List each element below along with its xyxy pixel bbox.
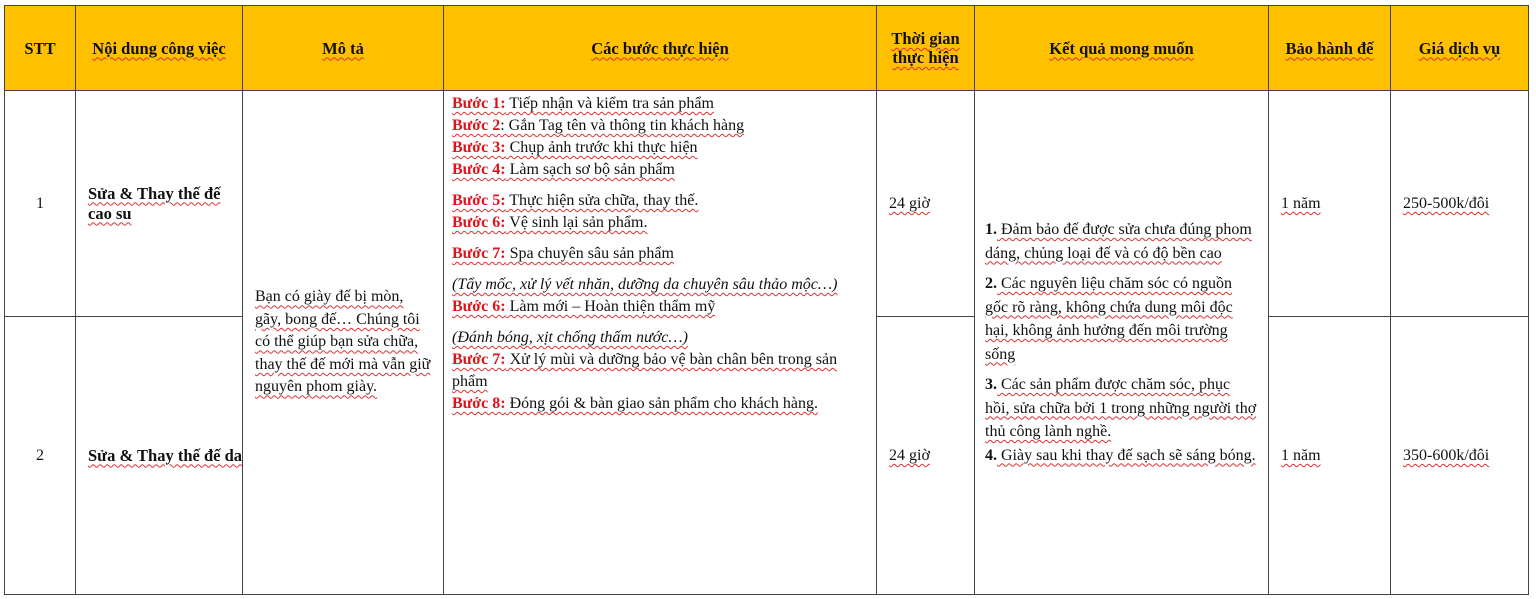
header-warranty: Bảo hành đế bbox=[1269, 6, 1391, 91]
result-item: 3. Các sản phẩm được chăm sóc, phục hồi, sửa chữa bởi 1 trong những người thợ thủ công lành nghề. bbox=[985, 376, 1257, 440]
steps-cell bbox=[444, 91, 877, 595]
result-item: 2. Các nguyên liệu chăm sóc có nguồn gốc rõ ràng, không chứa dung môi độc hại, không ảnh hưởng đến môi trường sống bbox=[985, 275, 1233, 363]
step-item: Bước 8: Đóng gói & bàn giao sản phẩm cho khách hàng. bbox=[452, 395, 818, 412]
row-2-name: Sửa & Thay thế đế da bbox=[76, 317, 243, 595]
step-note: (Tẩy mốc, xử lý vết nhăn, dưỡng da chuyên sâu thảo mộc…) bbox=[452, 276, 838, 293]
step-item: Bước 2: Gắn Tag tên và thông tin khách hàng bbox=[452, 117, 745, 134]
row-2-warranty: 1 năm bbox=[1269, 317, 1391, 595]
row-1-name: Sửa & Thay thế đế cao su bbox=[76, 91, 243, 317]
header-content: Nội dung công việc bbox=[76, 6, 243, 91]
row-2-duration: 24 giờ bbox=[877, 317, 975, 595]
step-item: Bước 6: Làm mới – Hoàn thiện thẩm mỹ bbox=[452, 298, 716, 315]
step-item: Bước 3: Chụp ảnh trước khi thực hiện bbox=[452, 139, 698, 156]
row-1-stt: 1 bbox=[5, 91, 76, 317]
step-item: Bước 7: Spa chuyên sâu sản phẩm bbox=[452, 245, 674, 262]
service-table bbox=[4, 5, 1529, 595]
row-2-stt: 2 bbox=[5, 317, 76, 595]
step-item: Bước 5: Thực hiện sửa chữa, thay thế. bbox=[452, 192, 699, 209]
description-text: Bạn có giày đế bị mòn, gãy, bong đế… Chúng tôi có thể giúp bạn sửa chữa, thay thế đế mới mà vẫn giữ nguyên phom giày. bbox=[255, 288, 431, 396]
result-item: 4. Giày sau khi thay đế sạch sẽ sáng bóng. bbox=[985, 446, 1256, 464]
header-row bbox=[5, 6, 1529, 91]
header-duration: Thời gian thực hiện bbox=[877, 6, 975, 91]
step-item: Bước 1: Tiếp nhận và kiểm tra sản phẩm bbox=[452, 95, 714, 112]
table-row bbox=[5, 91, 1529, 317]
header-stt: STT bbox=[5, 6, 76, 91]
row-1-duration: 24 giờ bbox=[877, 91, 975, 317]
row-1-warranty: 1 năm bbox=[1269, 91, 1391, 317]
step-item: Bước 6: Vệ sinh lại sản phẩm. bbox=[452, 214, 648, 231]
header-steps: Các bước thực hiện bbox=[444, 6, 877, 91]
row-2-price: 350-600k/đôi bbox=[1391, 317, 1529, 595]
header-result: Kết quả mong muốn bbox=[975, 6, 1269, 91]
description-cell bbox=[243, 91, 444, 595]
row-1-price: 250-500k/đôi bbox=[1391, 91, 1529, 317]
step-item: Bước 4: Làm sạch sơ bộ sản phẩm bbox=[452, 161, 675, 178]
step-item: Bước 7: Xử lý mùi và dưỡng bảo vệ bàn chân bên trong sản phẩm bbox=[452, 351, 838, 390]
results-cell bbox=[975, 91, 1269, 595]
result-item: 1. Đảm bảo đế được sửa chưa đúng phom dáng, chủng loại đế và có độ bền cao bbox=[985, 221, 1252, 262]
header-description: Mô tả bbox=[243, 6, 444, 91]
header-price: Giá dịch vụ bbox=[1391, 6, 1529, 91]
step-note: (Đánh bóng, xịt chống thấm nước…) bbox=[452, 329, 688, 346]
